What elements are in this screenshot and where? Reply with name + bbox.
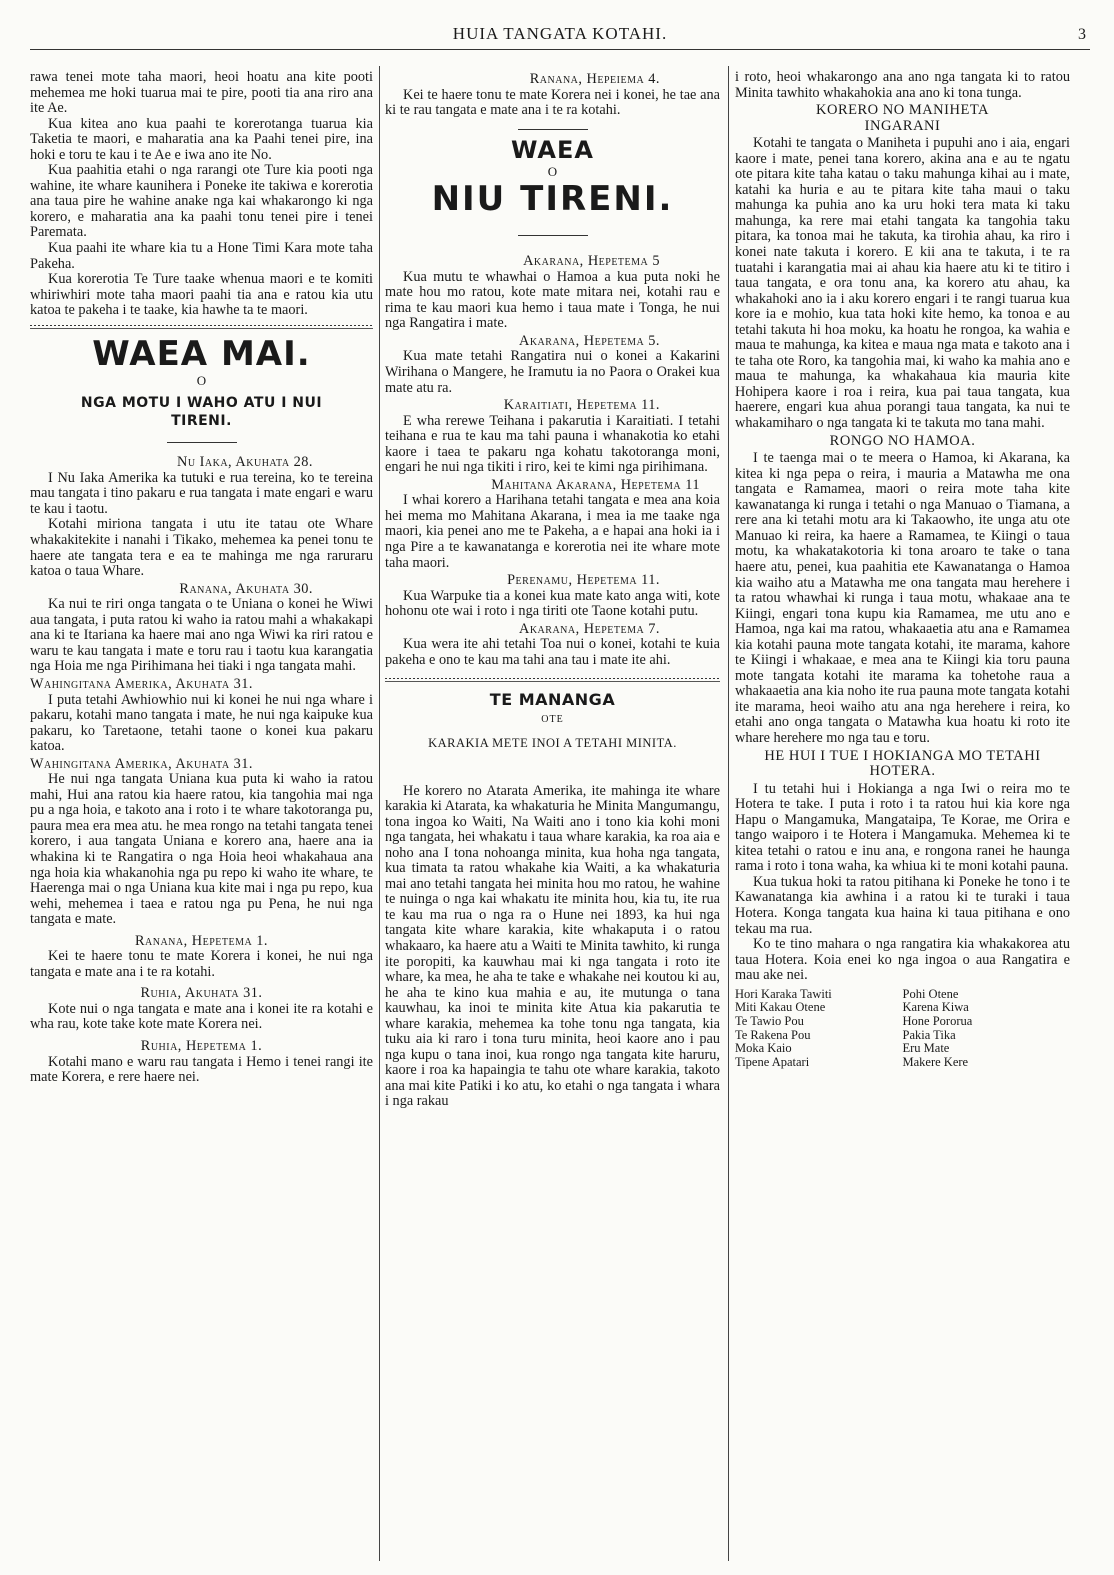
dateline: Mahitana Akarana, Hepetema 11 bbox=[491, 476, 700, 493]
dateline: Wahingitana Amerika, Akuhata 31. bbox=[30, 755, 254, 772]
paragraph: Kua mate tetahi Rangatira nui o konei a Kakarini Wirihana o Mangere, he Iramutu ia no Paora o Orakei kua mate atu ra. bbox=[385, 348, 720, 396]
paragraph: rawa tenei mote taha maori, heoi hoatu ana kite pooti mehemea me hoki tuarua mai te pire, pooti tia ana riro ana ite Ae. bbox=[30, 69, 373, 117]
column-3 bbox=[735, 70, 1070, 1069]
page-header bbox=[30, 20, 1090, 50]
dateline: Karaitiati, Hepetema 11. bbox=[503, 397, 660, 414]
signatory-name: Moka Kaio bbox=[735, 1041, 792, 1056]
signatory-name: Te Tawio Pou bbox=[735, 1013, 804, 1028]
signatory-name: Hori Karaka Tawiti bbox=[735, 986, 832, 1001]
dateline: Ranana, Hepetema 1. bbox=[134, 932, 269, 949]
dateline: Ruhia, Akuhata 31. bbox=[140, 985, 263, 1002]
dateline: Wahingitana Amerika, Akuhata 31. bbox=[30, 675, 254, 692]
page-number: 3 bbox=[1078, 26, 1086, 43]
paragraph: Ka nui te riri onga tangata o te Uniana o konei he Wiwi aua tangata, i puta ratou ki waho ia ratou mahi a whakakapi ana ki te Itariana ka haere mai ano nga Wiwi ka riri ratou e waru te kau tangata i mate e toru rau i taotu kua karangatia nga Hoia me nga Pirihimana hei tiaki i nga tangata mahi. bbox=[30, 596, 373, 675]
paragraph: Kua wera ite ahi tetahi Toa nui o konei, kotahi te kuia pakeha e ono te kau ma tahi ana tau i mate ite ahi. bbox=[385, 636, 720, 668]
column-2 bbox=[385, 70, 720, 1110]
paragraph: I Nu Iaka Amerika ka tutuki e rua tereina, ko te tereina mau tangata i tino pakaru e rua tangata i mate engari e waru te kau i taotu. bbox=[30, 469, 373, 517]
paragraph: Kotahi miriona tangata i utu ite tatau ote Whare whakakitekite i nanahi i Tikako, mehemea ka penei tonu te haere ate tangata tera e ea te mahinga me nga raruraru katoa o taua Whare. bbox=[30, 516, 373, 580]
signatory-name: Te Rakena Pou bbox=[735, 1027, 811, 1042]
section-o: O bbox=[196, 372, 207, 388]
section-o: O bbox=[547, 163, 558, 179]
short-rule bbox=[518, 235, 588, 236]
section-ote: OTE bbox=[541, 714, 564, 726]
paragraph: Kotahi te tangata o Maniheta i pupuhi ano i aia, engari kaore i mate, penei tana korero, akina ana e au te ngatu ote pitara kite taha katau o taku mahunga kihai au i mate, katahi ka huria e au te pitara kite taha maui o taku mahunga ka puhia ano ka uru hoki tera mata ki taku mahunga, ka rere mai etahi tangata ka tangohia taku pitara, ka tonoa mai he takuta, ka tirohia ahau, ka riro i konei nate takuta i korero. E kii ana te takuta, i te ra tuatahi i karangatia mai ai ahau kia haere atu ki te titiro i taua tangata, e ora tonu ana, ka korero atu ahau, ka whakahoki ano ia i aku korero engari i te rangi tuarua kua kore ia e mohio, kua tata hoki kite hemo, ka tonoa e au tetahi takuta hi hoa moku, ka hoatu he rongoa, ka wahia e maua te mahunga, ka kitea e maua nga mata e takoto ana i te taha ote Roro, ka tangohia mai, ki waho ka mahia ano e maua te mahunga, ka whakahaua kia mauria kite Hohipera kaore i roa i reira, kua pai taua tangata, kua haerere, engari kua ahua porangi taua tangata, ka nui te whakamiharo o nga tangata ki te takuta mo tana mahi. bbox=[735, 135, 1070, 432]
section-subtitle: NGA MOTU I WAHO ATU I NUI TIRENI. bbox=[80, 395, 323, 430]
section-title: WAEA MAI. bbox=[92, 333, 311, 374]
section-title: TE MANANGA bbox=[489, 690, 616, 710]
signatory-list bbox=[735, 988, 1070, 1070]
section-heading: KORERO NO MANIHETA INGARANI bbox=[816, 102, 989, 134]
dateline: Akarana, Hepetema 7. bbox=[519, 620, 660, 637]
dateline: Ranana, Hepeiema 4. bbox=[529, 71, 660, 87]
paragraph: I whai korero a Harihana tetahi tangata e mea ana koia hei mema mo Mahitana Akarana, i mea ia me taake nga maori, kia penei ano me te Pakeha, a e hapai ana hoki ia i nga Pire a te kawanatanga e korerotia nei ite whare mote taha maori. bbox=[385, 492, 720, 571]
paragraph: Kua mutu te whawhai o Hamoa a kua puta noki he mate hou mo ratou, kote mate mitara nei, kotahi rau e rima te kau maori kua hemo i taua mate i Tonga, he nui nga Rangatira i mate. bbox=[385, 268, 720, 332]
dateline: Ruhia, Hepetema 1. bbox=[140, 1037, 263, 1054]
dateline: Akarana, Hepetema 5 bbox=[523, 253, 660, 270]
paragraph: Kua Warpuke tia a konei kua mate kato anga witi, kote hohonu ote wai i roto i nga tiriti ote Taone kotahi putu. bbox=[385, 587, 720, 620]
paragraph: Kotahi mano e waru rau tangata i Hemo i tenei rangi ite mate Korera, e rere haere nei. bbox=[30, 1053, 373, 1086]
paragraph: Kote nui o nga tangata e mate ana i konei ite ra kotahi e wha rau, kote take kote mate Korera nei. bbox=[30, 1000, 373, 1033]
section-heading: RONGO NO HAMOA. bbox=[829, 432, 976, 449]
paragraph: He korero no Atarata Amerika, ite mahinga ite whare karakia ki Atarata, ka whakaturia he Minita Mangumangu, tona ingoa ko Waiti, Na Waiti ano i tono kia kohi moni nga tangata, hei whakatu i taua whare karakia, ka roa aia e noho ana I tona nohoanga minita, kua hoha nga tangata, kua timata ta ratou whakahe kia Waiti, a ka whakaturia mai ano tetahi tangata hei minita hou mo ratou, he wahine te nuinga o nga kai whakatu ite minita hou, kia tu, ite rua te kau ma rua o nga ra o Hune nei 1893, ka hui nga tangata kite whare karakia, kite whakaputa i o ratou whakaaro, ka haere atu a Waiti te Minita tawhito, ki runga ite poropiti, ka kauwhau mai ki nga tangata i roto ite whare, ka mea, he aha te take e whakahe nei koutou ki au, he aha te kino kua mahia e au, ite mutunga o tana kauwhau, ka inoi te minita kite Atua kia pakarutia te whare karakia, mehemea ka tohe tonu nga tangata, kia tuku aia ki raro i tona turu minita, heoi kaore ano i pau nga kupu o tana inoi, kua rongo nga tangata kite haruru, kaore i roa ka hapaingia te tahu ote whare karakia, takoto ana mai kite Patiki i ko atu, ko etahi o nga tangata i whara i nga rakau bbox=[385, 782, 720, 1110]
paragraph: E wha rerewe Teihana i pakarutia i Karaitiati. I tetahi teihana e rua te kau ma tahi pauna i whanakotia ko etahi kaore i taea te pakaru nga kohatu takotoranga moni, engari he nui nga tikiti i riro, kei te kimi nga pirihimana. bbox=[385, 412, 720, 476]
signatory-name: Makere Kere bbox=[902, 1054, 969, 1069]
signatory-name: Pakia Tika bbox=[902, 1027, 956, 1042]
signatory-name: Tipene Apatari bbox=[735, 1054, 810, 1069]
paragraph: I te taenga mai o te meera o Hamoa, ki Akarana, ka kitea ki nga pepa o reira, i mauria a Matawha me ona tangata e Ramamea, maori o reira mote taha kite kawanatanga ki runga i tetahi o nga Manuao o Tiamana, a rere ana ki tetahi motu ara ki Takaowho, ite unga atu ote Manuao ki reira, ka haere a Ramamea, te Kiingi o taua motu, ka whakatakotoria ki tona aroaro te take o tana haere atu, penei, kua paahitia ete Kawanatanga o Hamoa kia waiho atu a Matawha me ona tangata mau herehere i ta ratou whawhai ki runga i taua motu, whakaae ana te Kiingi, engari tona kupu kia Ramamea, me utu ano e Hamoa, nga kai ma ratou, whakaaetia atu ana e Ramamea kia kotahi pauna mote tangata kotahi, ite marama, kahore te Kiingi i whakaae, e mea ana te Kiingi kia toru pauna mote tangata kotahi ite marama ka tohetohe raua a whakaaetia ana kia noho ite rua pauna mote tangata kotahi ite marama, heoi waiho atu ana nga herehere i reira, ko etahi ano onga tangata o Matawha kua hoatu ki roto ite whare herehere mo nga tau e toru. bbox=[735, 450, 1070, 746]
paragraph: I tu tetahi hui i Hokianga a nga Iwi o reira mo te Hotera te take. I puta i roto i ta ratou hui kia kore nga Hapu o Mangamuka, Mangataipa, Te Korae, me Orira e tango waiporo i te Hotera i Mangamuka. Mehemea ki te kitea tetahi o ratou e inu ana, e rongona ranei he haunga rama i roto i tona waha, ka whiua ki te moni kotahi pauna. bbox=[735, 780, 1070, 875]
section-subtitle: NIU TIRENI. bbox=[431, 179, 674, 220]
section-heading: HE HUI I TUE I HOKIANGA MO TETAHI HOTERA. bbox=[764, 747, 1041, 780]
dateline: Nu Iaka, Akuhata 28. bbox=[177, 454, 313, 471]
signatory-name: Eru Mate bbox=[902, 1041, 950, 1056]
paragraph: Kua paahitia etahi o nga rarangi ote Ture kia pooti nga wahine, ite whare kaunihera i Poneke ite takiwa e korerotia ana taua pire he wahine anake nga kai whakarongo ki nga korero, e maharatia ana ka paahi tonu tenei pire i tenei Paremata. bbox=[30, 162, 373, 241]
dateline: Ranana, Akuhata 30. bbox=[179, 580, 313, 597]
paragraph: Kei te haere tonu te mate Korera nei i konei, he tae ana ki te rau tangata e mate ana i te ra kotahi. bbox=[385, 86, 720, 119]
column-divider bbox=[728, 66, 729, 1561]
paragraph: Kua paahi ite whare kia tu a Hone Timi Kara mote taha Pakeha. bbox=[30, 240, 373, 272]
signatory-name: Pohi Otene bbox=[902, 986, 959, 1001]
column-1 bbox=[30, 70, 373, 1086]
paragraph: He nui nga tangata Uniana kua puta ki waho ia ratou mahi, Hui ana ratou kia haere ratou, kia tangohia mai nga pu a nga hoia, e takoto ana i roto i te whare takotoranga pu, paura mea era mea atu. he mea rongo na tetahi tangata tenei korero, i aua tangata Uniana e korero ana, haere ana ia whakina ki te Rangatira o nga Hoia heoi whakahaua ana nga hoia kia whakanohia nga pu repo ki waho ite whare, te Haerenga mai o nga Uniana kua kite mai i nga pu repo, kua wehi, mehemea i taea e ratou nga pu Pena, he nui nga tangata e mate. bbox=[30, 771, 373, 928]
signatory-name: Karena Kiwa bbox=[902, 1000, 969, 1015]
signatory-name: Miti Kakau Otene bbox=[735, 1000, 826, 1015]
short-rule bbox=[167, 442, 237, 443]
newspaper-title: HUIA TANGATA KOTAHI. bbox=[452, 24, 668, 43]
wavy-divider bbox=[385, 676, 720, 682]
column-divider bbox=[379, 66, 380, 1561]
section-subtitle: KARAKIA METE INOI A TETAHI MINITA. bbox=[428, 735, 677, 750]
signatory-name: Hone Pororua bbox=[902, 1013, 973, 1028]
short-rule bbox=[518, 129, 588, 130]
paragraph: Kua tukua hoki ta ratou pitihana ki Poneke he tono i te Kawanatanga kia awhina i a ratou ki te turaki i taua Hotera. Konga tangata kua haina ki taua pitihana e ono tekau ma rua. bbox=[735, 873, 1070, 937]
dateline: Akarana, Hepetema 5. bbox=[519, 332, 660, 349]
paragraph: Kei te haere tonu te mate Korera i konei, he nui nga tangata e mate ana i te ra kotahi. bbox=[30, 948, 373, 980]
paragraph: Kua kitea ano kua paahi te korerotanga tuarua kia Taketia te maori, e maharatia ana ka Paahi tenei pire, ina hoki e toru te kau i te Ae e iwa ano ite No. bbox=[30, 115, 373, 163]
paragraph: I puta tetahi Awhiowhio nui ki konei he nui nga whare i pakaru, kotahi mano tangata i mate, he nui nga kaipuke kua pakaru, ko Taretaone, tetahi taone o konei kua pakaru katoa. bbox=[30, 691, 373, 755]
wavy-divider bbox=[30, 323, 373, 329]
section-title: WAEA bbox=[511, 135, 594, 164]
paragraph: i roto, heoi whakarongo ana ano nga tangata ki to ratou Minita tawhito whakahokia ana ano ki tona tunga. bbox=[735, 69, 1070, 101]
dateline: Perenamu, Hepetema 11. bbox=[507, 572, 660, 589]
paragraph: Ko te tino mahara o nga rangatira kia whakakorea atu taua Hotera. Koia enei ko nga ingoa o aua Rangatira e mau ake nei. bbox=[735, 936, 1070, 984]
paragraph: Kua korerotia Te Ture taake whenua maori e te komiti whiriwhiri mote taha maori paahi tia ana e ratou kia utu katoa te pakeha i te taake, kia hawhe ta te maori. bbox=[30, 271, 373, 319]
